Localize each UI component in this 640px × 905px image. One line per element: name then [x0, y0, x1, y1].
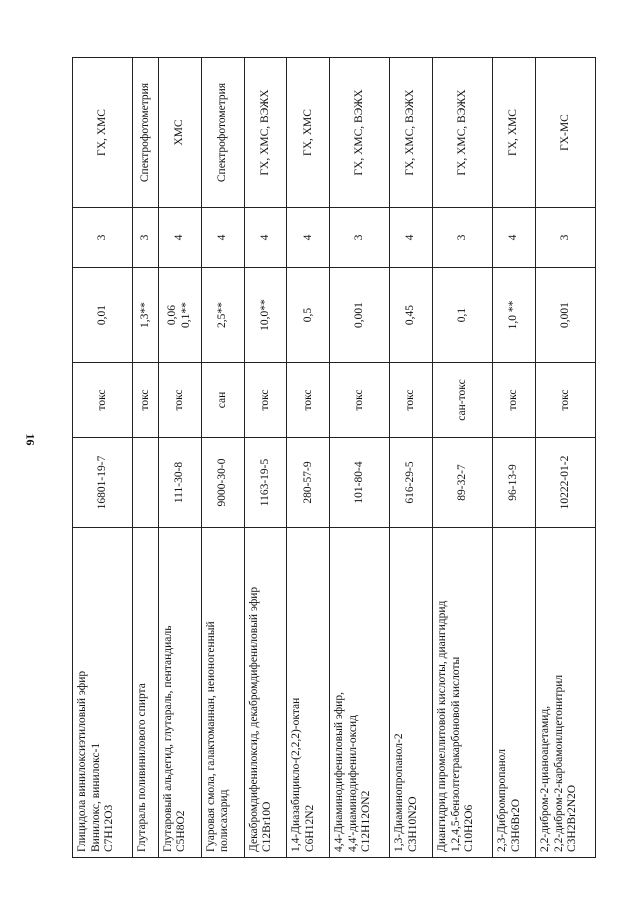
- substance-name-cell: [158, 528, 201, 858]
- indicator-cell: токс: [536, 363, 596, 438]
- cas-number-cell: 89-32-7: [433, 438, 493, 528]
- concentration-cell: 0,45: [390, 268, 433, 363]
- substance-name-line: C6H12N2: [304, 804, 317, 852]
- substance-name-line: C12H12ON2: [360, 790, 373, 852]
- method-cell: ГХ, ХМС, ВЭЖХ: [244, 58, 287, 208]
- cas-number-cell: [132, 438, 158, 528]
- cas-number-cell: 101-80-4: [330, 438, 390, 528]
- substance-name-line: C3H10N2O: [406, 796, 419, 852]
- indicator-cell: токс: [158, 363, 201, 438]
- substance-name-line: C5H8O2: [175, 810, 188, 852]
- hazard-class-cell: 4: [390, 208, 433, 268]
- substance-name-line: 2,2-дибром-2-цианоацетамид,: [539, 705, 551, 852]
- indicator-cell: сан: [201, 363, 244, 438]
- substance-name-cell: [330, 528, 390, 858]
- substance-name-line: Диангидрид пиромеллитовой кислоты, диангидрид: [436, 600, 449, 852]
- method-cell: ГХ-МС: [536, 58, 596, 208]
- cas-number-cell: 10222-01-2: [536, 438, 596, 528]
- method-cell: ГХ, ХМС, ВЭЖХ: [330, 58, 390, 208]
- indicator-cell: токс: [330, 363, 390, 438]
- substance-name-line: C10H2O6: [463, 804, 476, 852]
- cas-number-cell: 111-30-8: [158, 438, 201, 528]
- indicator-cell: токс: [244, 363, 287, 438]
- substance-name-cell: [73, 528, 133, 858]
- concentration-cell: 10,0**: [244, 268, 287, 363]
- hazard-class-cell: 4: [287, 208, 330, 268]
- substance-name-cell: [536, 528, 596, 858]
- substance-name-line: C3H6Br2O: [509, 798, 522, 852]
- indicator-cell: токс: [132, 363, 158, 438]
- table-row: [536, 58, 596, 858]
- substance-name-line: 1,2,4,5-бензолтетракарбоновой кислоты: [449, 656, 462, 852]
- substance-name-cell: [433, 528, 493, 858]
- table-row: [330, 58, 390, 858]
- table-row: [287, 58, 330, 858]
- indicator-cell: токс: [493, 363, 536, 438]
- cas-number-cell: 96-13-9: [493, 438, 536, 528]
- table-row: [244, 58, 287, 858]
- indicator-cell: сан-токс: [433, 363, 493, 438]
- substance-name-line: C7H12O3: [103, 804, 116, 852]
- concentration-line: 0,06: [166, 304, 179, 326]
- substance-name-line: 2,3-Дибромпропанол: [496, 748, 509, 852]
- substance-name-line: полисахарид: [218, 789, 231, 852]
- indicator-cell: токс: [73, 363, 133, 438]
- substance-name-cell: [132, 528, 158, 858]
- substance-name-cell: [244, 528, 287, 858]
- hazard-class-cell: 3: [536, 208, 596, 268]
- substance-name-line: 2,2-дибром-2-карбамоилцетонитрил: [552, 674, 565, 852]
- substance-name-line: 4,4'-диаминодифенил-оксид: [346, 715, 359, 852]
- hazard-class-cell: 4: [244, 208, 287, 268]
- hazard-class-cell: 4: [201, 208, 244, 268]
- table-row: [390, 58, 433, 858]
- table-row: [201, 58, 244, 858]
- table-row: [433, 58, 493, 858]
- method-cell: ГХ, ХМС: [493, 58, 536, 208]
- concentration-cell: 1,0 **: [493, 268, 536, 363]
- cas-number-cell: 616-29-5: [390, 438, 433, 528]
- substance-name-line: C3H2Br2N2O: [566, 784, 579, 852]
- substance-name-cell: [390, 528, 433, 858]
- substance-name-line: 4,4-Диаминодифениловый эфир,: [333, 692, 346, 852]
- table-row: [73, 58, 133, 858]
- table-row: [493, 58, 536, 858]
- indicator-cell: токс: [390, 363, 433, 438]
- concentration-line: 0,1**: [179, 302, 192, 328]
- method-cell: ГХ, ХМС: [73, 58, 133, 208]
- concentration-cell: 0,5: [287, 268, 330, 363]
- concentration-cell: 0,001: [330, 268, 390, 363]
- indicator-cell: токс: [287, 363, 330, 438]
- substance-name-line: Винилокс, винилокс-1: [89, 742, 102, 852]
- substance-name-line: 1,3-Диаминопропанол-2: [393, 733, 406, 852]
- concentration-cell: 0,01: [73, 268, 133, 363]
- rotated-table-container: [72, 58, 596, 858]
- substance-name-line: 1,4-Диазабицикло-(2,2,2)-октан: [290, 697, 303, 852]
- hazard-class-cell: 3: [132, 208, 158, 268]
- hazard-class-cell: 4: [493, 208, 536, 268]
- method-cell: Спектрофотометрия: [201, 58, 244, 208]
- concentration-cell: 0,1: [433, 268, 493, 363]
- hazard-class-cell: 3: [330, 208, 390, 268]
- method-cell: ГХ, ХМС, ВЭЖХ: [433, 58, 493, 208]
- concentration-cell: 1,3**: [132, 268, 158, 363]
- cas-number-cell: 280-57-9: [287, 438, 330, 528]
- page-number: 16: [23, 433, 38, 446]
- substance-name-cell: [493, 528, 536, 858]
- concentration-cell: [158, 268, 201, 363]
- substance-name-cell: [287, 528, 330, 858]
- hazard-class-cell: 3: [433, 208, 493, 268]
- method-cell: ГХ, ХМС: [287, 58, 330, 208]
- substance-name-cell: [201, 528, 244, 858]
- concentration-cell: 0,001: [536, 268, 596, 363]
- method-cell: ГХ, ХМС, ВЭЖХ: [390, 58, 433, 208]
- concentration-cell: 2,5**: [201, 268, 244, 363]
- substance-name-line: Глицидола винилоксиэтиловый эфир: [76, 670, 88, 852]
- substance-name-line: Декабромдифенилоксид, декабромдифениловый эфир: [247, 586, 260, 852]
- hazard-class-cell: 4: [158, 208, 201, 268]
- cas-number-cell: 1163-19-5: [244, 438, 287, 528]
- method-cell: Спектрофотометрия: [132, 58, 158, 208]
- cas-number-cell: 9000-30-0: [201, 438, 244, 528]
- hazard-class-cell: 3: [73, 208, 133, 268]
- substance-name-line: Глутаровый альдегид, глутараль, пентандиаль: [161, 625, 174, 852]
- table-row: [158, 58, 201, 858]
- substance-name-line: C12Br10O: [261, 801, 274, 852]
- method-cell: ХМС: [158, 58, 201, 208]
- substance-name-line: Гуаровая смола, галактоманнан, неионогенный: [204, 621, 217, 852]
- cas-number-cell: 16801-19-7: [73, 438, 133, 528]
- substances-table: [72, 57, 596, 858]
- table-row: [132, 58, 158, 858]
- substance-name-line: Глутараль поливинилового спирта: [135, 683, 148, 852]
